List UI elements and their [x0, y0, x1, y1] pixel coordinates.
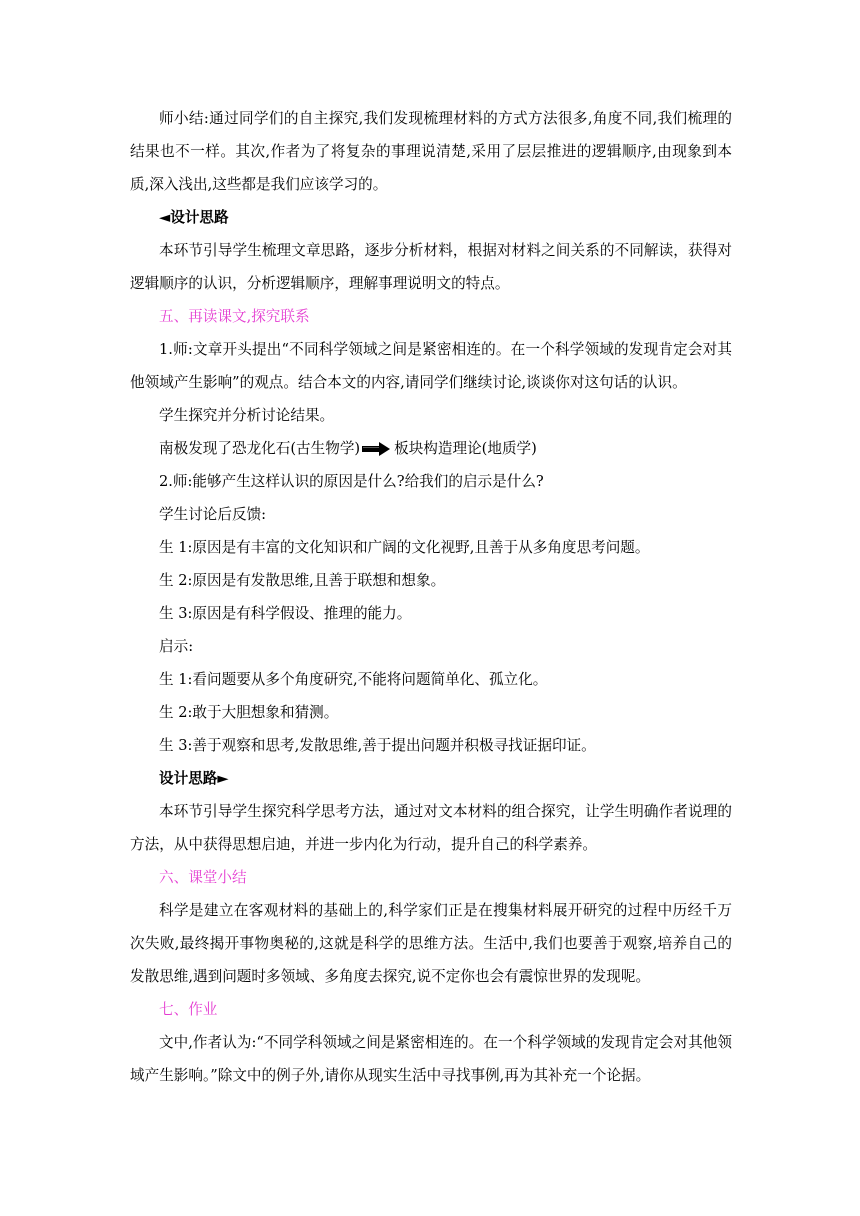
- design-idea-label-2: 设计思路►: [159, 770, 229, 787]
- discovery-arrow-line: [130, 432, 732, 465]
- class-summary-paragraph: 科学是建立在客观材料的基础上的,科学家们正是在搜集材料展开研究的过程中历经千万次失败,最终揭开事物奥秘的,这就是科学的思维方法。生活中,我们也要善于观察,培养自己的发散思维,遇到问题时多领域、多角度去探究,说不定你也会有震惊世界的发现呢。: [130, 902, 732, 985]
- section-heading-7: 七、作业: [159, 1001, 218, 1018]
- inspiration-1: 生 1:看问题要从多个角度研究,不能将问题简单化、孤立化。: [159, 671, 548, 688]
- arrow-right-text: 板块构造理论(地质学): [394, 440, 537, 457]
- design-idea-label-1: ◄设计思路: [159, 209, 229, 226]
- inspiration-3: 生 3:善于观察和思考,发散思维,善于提出问题并积极寻找证据印证。: [159, 737, 596, 754]
- student-explore-line: 学生探究并分析讨论结果。: [159, 407, 335, 424]
- homework-paragraph: 文中,作者认为:“不同学科领域之间是紧密相连的。在一个科学领域的发现肯定会对其他领域产生影响。”除文中的例子外,请你从现实生活中寻找事例,再为其补充一个论据。: [130, 1034, 732, 1084]
- teacher-summary-paragraph: 师小结:通过同学们的自主探究,我们发现梳理材料的方式方法很多,角度不同,我们梳理的结果也不一样。其次,作者为了将复杂的事理说清楚,采用了层层推进的逻辑顺序,由现象到本质,深入浅出,这些都是我们应该学习的。: [130, 110, 732, 193]
- right-arrow-icon: [362, 442, 390, 456]
- design-idea-text-1: 本环节引导学生梳理文章思路，逐步分析材料，根据对材料之间关系的不同解读，获得对逻辑顺序的认识，分析逻辑顺序，理解事理说明文的特点。: [130, 242, 732, 292]
- inspiration-label: 启示:: [159, 638, 194, 655]
- section-heading-5: 五、再读课文,探究联系: [159, 308, 310, 325]
- question-1: 1.师:文章开头提出“不同科学领域之间是紧密相连的。在一个科学领域的发现肯定会对其他领域产生影响”的观点。结合本文的内容,请同学们继续讨论,谈谈你对这句话的认识。: [130, 341, 732, 391]
- document-body: [130, 102, 732, 1092]
- student-reason-3: 生 3:原因是有科学假设、推理的能力。: [159, 605, 412, 622]
- feedback-label: 学生讨论后反馈:: [159, 506, 267, 523]
- section-heading-6: 六、课堂小结: [159, 869, 247, 886]
- design-idea-text-2: 本环节引导学生探究科学思考方法，通过对文本材料的组合探究，让学生明确作者说理的方法，从中获得思想启迪，并进一步内化为行动，提升自己的科学素养。: [130, 803, 732, 853]
- question-2: 2.师:能够产生这样认识的原因是什么?给我们的启示是什么?: [159, 473, 544, 490]
- arrow-left-text: 南极发现了恐龙化石(古生物学): [159, 440, 361, 457]
- inspiration-2: 生 2:敢于大胆想象和猜测。: [159, 704, 339, 721]
- student-reason-1: 生 1:原因是有丰富的文化知识和广阔的文化视野,且善于从多角度思考问题。: [159, 539, 650, 556]
- student-reason-2: 生 2:原因是有发散思维,且善于联想和想象。: [159, 572, 446, 589]
